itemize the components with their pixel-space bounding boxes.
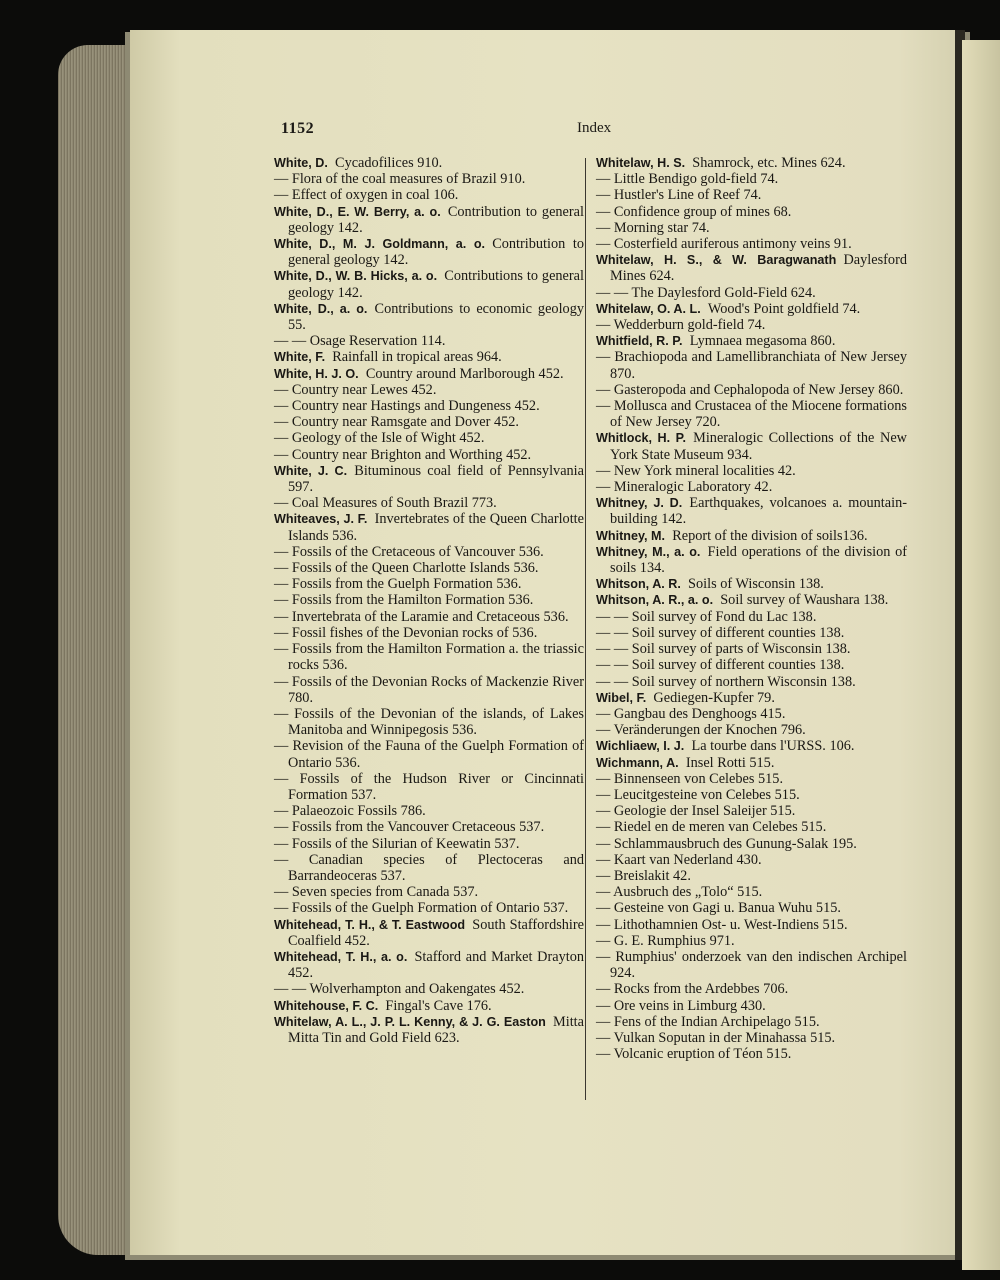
entry-text: — Fossils of the Devonian of the islands, of Lakes Manitoba and Winnipegosis 536. xyxy=(274,705,584,739)
index-entry xyxy=(274,803,584,819)
index-entry xyxy=(596,592,907,608)
index-entry xyxy=(274,819,584,835)
index-entry xyxy=(596,657,907,673)
entry-text: — Gangbau des Denghoogs 415. xyxy=(596,705,786,722)
index-entry xyxy=(596,349,907,381)
index-entry xyxy=(596,803,907,819)
index-entry xyxy=(596,463,907,479)
entry-text: — Country near Hastings and Dungeness 452. xyxy=(274,398,540,415)
entry-text: — Geology of the Isle of Wight 452. xyxy=(274,430,485,447)
entry-author: Wibel, F. xyxy=(596,690,647,705)
entry-text: — Fossils from the Vancouver Cretaceous 537. xyxy=(274,819,545,836)
entry-text: — Ore veins in Limburg 430. xyxy=(596,997,766,1014)
entry-text: — Ausbruch des „Tolo“ 515. xyxy=(596,884,763,901)
index-entry xyxy=(274,366,584,382)
entry-text: — Country near Lewes 452. xyxy=(274,381,437,398)
index-entry xyxy=(596,998,907,1014)
entry-text: Rainfall in tropical areas 964. xyxy=(332,349,502,366)
entry-author: White, D., E. W. Berry, a. o. xyxy=(274,204,441,219)
index-entry xyxy=(274,430,584,446)
index-entry xyxy=(274,398,584,414)
entry-author: Wichmann, A. xyxy=(596,755,679,770)
index-entry xyxy=(596,819,907,835)
index-entry xyxy=(274,706,584,738)
entry-text: Invertebrates of the Queen Charlotte Islands 536. xyxy=(288,511,584,544)
entry-text: — Brachiopoda and Lamellibranchiata of New Jersey 870. xyxy=(596,349,907,382)
entry-text: — — Soil survey of northern Wisconsin 138. xyxy=(596,673,856,690)
index-entry xyxy=(596,285,907,301)
index-entry xyxy=(596,755,907,771)
index-column-right xyxy=(596,155,907,1062)
index-entry xyxy=(274,204,584,236)
entry-text: — Coal Measures of South Brazil 773. xyxy=(274,495,497,512)
entry-text: Country around Marlborough 452. xyxy=(365,365,564,382)
entry-text: — Geologie der Insel Saleijer 515. xyxy=(596,803,796,820)
index-entry xyxy=(274,414,584,430)
index-entry xyxy=(274,609,584,625)
entry-text: — — Soil survey of parts of Wisconsin 138. xyxy=(596,641,851,658)
entry-text: — Volcanic eruption of Téon 515. xyxy=(596,1046,792,1063)
entry-author: White, D., M. J. Goldmann, a. o. xyxy=(274,237,486,252)
index-entry xyxy=(274,852,584,884)
index-entry xyxy=(596,430,907,462)
entry-text: Daylesford Mines 624. xyxy=(610,252,907,285)
entry-text: Lymnaea megasoma 860. xyxy=(689,333,836,350)
entry-author: White, F. xyxy=(274,350,326,365)
index-entry xyxy=(274,674,584,706)
entry-text: — Leucitgesteine von Celebes 515. xyxy=(596,786,800,803)
index-entry xyxy=(596,949,907,981)
index-entry xyxy=(274,155,584,171)
entry-text: Bituminous coal field of Pennsylvania 597. xyxy=(288,462,585,496)
entry-text: Contributions to economic geology 55. xyxy=(288,300,584,334)
index-entry xyxy=(596,236,907,252)
entry-text: — Rumphius' onderzoek van den indischen Archipel 924. xyxy=(596,948,907,982)
entry-text: Stafford and Market Drayton 452. xyxy=(288,948,585,982)
page-header xyxy=(0,120,1000,140)
entry-text: Contributions to general geology 142. xyxy=(288,268,584,301)
entry-text: Shamrock, etc. Mines 624. xyxy=(692,155,846,171)
entry-author: Whitelaw, H. S., & W. Baragwanath xyxy=(596,253,837,268)
entry-text: — Invertebrata of the Laramie and Cretaceous 536. xyxy=(274,608,569,625)
index-entry xyxy=(596,690,907,706)
index-entry xyxy=(596,1030,907,1046)
index-entry xyxy=(596,981,907,997)
index-entry xyxy=(274,268,584,300)
entry-text: — Fossils of the Silurian of Keewatin 537. xyxy=(274,835,520,852)
running-head: Index xyxy=(577,120,612,136)
index-entry xyxy=(596,836,907,852)
entry-text: — Fossils from the Guelph Formation 536. xyxy=(274,576,522,593)
entry-text: Mineralogic Collections of the New York State Museum 934. xyxy=(610,430,907,463)
index-entry xyxy=(596,333,907,349)
entry-text: Earthquakes, volcanoes a. mountain-building 142. xyxy=(610,495,908,528)
entry-author: Whitney, M. xyxy=(596,528,666,543)
entry-text: — G. E. Rumphius 971. xyxy=(596,932,735,949)
entry-author: Whitson, A. R. xyxy=(596,577,681,592)
index-entry xyxy=(596,1014,907,1030)
entry-text: — Hustler's Line of Reef 74. xyxy=(596,187,762,204)
index-entry xyxy=(596,576,907,592)
entry-author: Whitelaw, H. S. xyxy=(596,156,686,170)
entry-text: Gediegen-Kupfer 79. xyxy=(653,689,775,706)
index-entry xyxy=(274,641,584,673)
entry-text: — Mineralogic Laboratory 42. xyxy=(596,479,773,496)
entry-text: — — Soil survey of different counties 138. xyxy=(596,624,845,641)
index-entry xyxy=(274,544,584,560)
index-entry xyxy=(596,495,907,527)
entry-author: Whitney, M., a. o. xyxy=(596,544,701,559)
entry-text: — Palaeozoic Fossils 786. xyxy=(274,803,426,820)
index-entry xyxy=(596,722,907,738)
index-entry xyxy=(274,981,584,997)
entry-author: Whitehead, T. H., a. o. xyxy=(274,949,408,964)
entry-text: — Costerfield auriferous antimony veins 91. xyxy=(596,236,852,253)
entry-text: — Wedderburn gold-field 74. xyxy=(596,317,766,334)
entry-author: Whitehouse, F. C. xyxy=(274,998,379,1013)
index-entry xyxy=(596,528,907,544)
index-entry xyxy=(274,836,584,852)
entry-author: White, H. J. O. xyxy=(274,366,359,381)
index-entry xyxy=(274,560,584,576)
index-entry xyxy=(596,155,907,171)
index-entry xyxy=(596,398,907,430)
entry-text: — Flora of the coal measures of Brazil 910. xyxy=(274,171,526,188)
entry-text: — Rocks from the Ardebbes 706. xyxy=(596,981,789,998)
entry-text: Cycadofilices 910. xyxy=(335,155,443,171)
index-entry xyxy=(274,917,584,949)
index-entry xyxy=(596,382,907,398)
entry-text: — Binnenseen von Celebes 515. xyxy=(596,770,784,787)
entry-text: — — Soil survey of different counties 138. xyxy=(596,657,845,674)
entry-text: — Country near Brighton and Worthing 452. xyxy=(274,446,532,463)
entry-author: Whiteaves, J. F. xyxy=(274,512,368,527)
entry-text: — Fossil fishes of the Devonian rocks of 536. xyxy=(274,624,538,641)
index-entry xyxy=(274,511,584,543)
index-entry xyxy=(596,641,907,657)
index-entry xyxy=(596,625,907,641)
index-entry xyxy=(274,171,584,187)
index-entry xyxy=(274,884,584,900)
entry-text: — Fossils of the Cretaceous of Vancouver 536. xyxy=(274,543,544,560)
entry-text: Contribution to general geology 142. xyxy=(288,203,584,236)
entry-author: White, J. C. xyxy=(274,463,348,478)
entry-text: — Vulkan Soputan in der Minahassa 515. xyxy=(596,1029,836,1046)
entry-author: White, D. xyxy=(274,156,328,170)
entry-text: South Staffordshire Coalfield 452. xyxy=(288,916,585,949)
index-entry xyxy=(596,544,907,576)
entry-text: — Schlammausbruch des Gunung-Salak 195. xyxy=(596,835,857,852)
index-entry xyxy=(596,852,907,868)
entry-author: Whitelaw, A. L., J. P. L. Kenny, & J. G. Easton xyxy=(274,1014,546,1029)
index-entry xyxy=(596,868,907,884)
entry-author: Wichliaew, I. J. xyxy=(596,739,685,754)
index-entry xyxy=(274,349,584,365)
column-divider xyxy=(585,158,586,1100)
index-entry xyxy=(274,900,584,916)
index-entry xyxy=(596,917,907,933)
index-entry xyxy=(274,576,584,592)
entry-author: Whitehead, T. H., & T. Eastwood xyxy=(274,917,466,932)
index-entry xyxy=(596,252,907,284)
entry-author: Whitson, A. R., a. o. xyxy=(596,593,714,608)
entry-author: White, D., a. o. xyxy=(274,301,368,316)
index-entry xyxy=(596,317,907,333)
entry-text: Insel Rotti 515. xyxy=(685,754,775,771)
entry-text: — Breislakit 42. xyxy=(596,867,691,884)
entry-text: Soils of Wisconsin 138. xyxy=(688,576,824,593)
index-entry xyxy=(596,301,907,317)
index-entry xyxy=(274,463,584,495)
index-entry xyxy=(596,171,907,187)
entry-text: Report of the division of soils136. xyxy=(672,527,868,544)
entry-text: Soil survey of Waushara 138. xyxy=(720,592,889,609)
entry-text: — Fens of the Indian Archipelago 515. xyxy=(596,1013,820,1030)
index-entry xyxy=(596,479,907,495)
entry-text: — Effect of oxygen in coal 106. xyxy=(274,187,459,204)
entry-text: — Gesteine von Gagi u. Banua Wuhu 515. xyxy=(596,900,841,917)
index-entry xyxy=(274,771,584,803)
index-entry xyxy=(596,1046,907,1062)
entry-text: — Gasteropoda and Cephalopoda of New Jersey 860. xyxy=(596,381,904,398)
entry-text: — New York mineral localities 42. xyxy=(596,462,796,479)
index-entry xyxy=(596,771,907,787)
index-entry xyxy=(274,738,584,770)
index-entry xyxy=(274,1014,584,1046)
index-entry xyxy=(274,236,584,268)
entry-text: — Veränderungen der Knochen 796. xyxy=(596,722,806,739)
entry-author: White, D., W. B. Hicks, a. o. xyxy=(274,269,438,284)
entry-text: — Revision of the Fauna of the Guelph Formation of Ontario 536. xyxy=(274,738,584,771)
index-entry xyxy=(274,949,584,981)
index-entry xyxy=(274,592,584,608)
index-entry xyxy=(596,204,907,220)
entry-text: — Fossils of the Guelph Formation of Ontario 537. xyxy=(274,900,569,917)
index-entry xyxy=(596,187,907,203)
entry-author: Whitney, J. D. xyxy=(596,496,683,511)
entry-text: — Fossils of the Hudson River or Cincinnati Formation 537. xyxy=(274,770,584,803)
entry-author: Whitelaw, O. A. L. xyxy=(596,301,701,316)
index-entry xyxy=(274,495,584,511)
entry-text: Mitta Mitta Tin and Gold Field 623. xyxy=(288,1013,584,1046)
entry-text: — Mollusca and Crustacea of the Miocene formations of New Jersey 720. xyxy=(596,398,907,431)
index-entry xyxy=(274,625,584,641)
index-entry xyxy=(596,220,907,236)
entry-text: Wood's Point goldfield 74. xyxy=(707,300,861,317)
entry-text: Fingal's Cave 176. xyxy=(385,997,492,1014)
index-column-left xyxy=(274,155,584,1046)
entry-text: — Fossils from the Hamilton Formation 536. xyxy=(274,592,534,609)
entry-text: — Canadian species of Plectoceras and Barrandeoceras 537. xyxy=(274,851,584,884)
entry-text: — Little Bendigo gold-field 74. xyxy=(596,171,779,188)
index-entry xyxy=(274,447,584,463)
entry-text: — Confidence group of mines 68. xyxy=(596,203,792,220)
entry-text: — Seven species from Canada 537. xyxy=(274,884,479,901)
entry-text: Field operations of the division of soils 134. xyxy=(610,543,907,577)
index-entry xyxy=(596,900,907,916)
index-entry xyxy=(274,301,584,333)
entry-text: — Morning star 74. xyxy=(596,219,710,236)
entry-author: Whitfield, R. P. xyxy=(596,334,683,349)
entry-text: — — Osage Reservation 114. xyxy=(274,333,446,350)
entry-text: — — The Daylesford Gold-Field 624. xyxy=(596,284,816,301)
facing-page-edge xyxy=(962,40,1000,1270)
entry-text: — Fossils of the Devonian Rocks of Mackenzie River 780. xyxy=(274,673,584,706)
index-entry xyxy=(274,998,584,1014)
entry-text: — Kaart van Nederland 430. xyxy=(596,851,762,868)
entry-text: — Riedel en de meren van Celebes 515. xyxy=(596,819,827,836)
entry-text: La tourbe dans l'URSS. 106. xyxy=(691,738,855,755)
index-entry xyxy=(274,333,584,349)
entry-text: — — Soil survey of Fond du Lac 138. xyxy=(596,608,817,625)
index-entry xyxy=(274,187,584,203)
index-entry xyxy=(596,738,907,754)
entry-text: Contribution to general geology 142. xyxy=(288,236,584,269)
index-entry xyxy=(274,382,584,398)
index-entry xyxy=(596,933,907,949)
entry-text: — Lithothamnien Ost- u. West-Indiens 515. xyxy=(596,916,848,933)
page-number: 1152 xyxy=(281,120,315,137)
index-entry xyxy=(596,884,907,900)
index-entry xyxy=(596,706,907,722)
entry-author: Whitlock, H. P. xyxy=(596,431,686,446)
index-entry xyxy=(596,674,907,690)
index-entry xyxy=(596,609,907,625)
entry-text: — — Wolverhampton and Oakengates 452. xyxy=(274,981,525,998)
entry-text: — Fossils of the Queen Charlotte Islands 536. xyxy=(274,560,539,577)
entry-text: — Fossils from the Hamilton Formation a. the triassic rocks 536. xyxy=(274,641,584,674)
entry-text: — Country near Ramsgate and Dover 452. xyxy=(274,414,519,431)
index-entry xyxy=(596,787,907,803)
